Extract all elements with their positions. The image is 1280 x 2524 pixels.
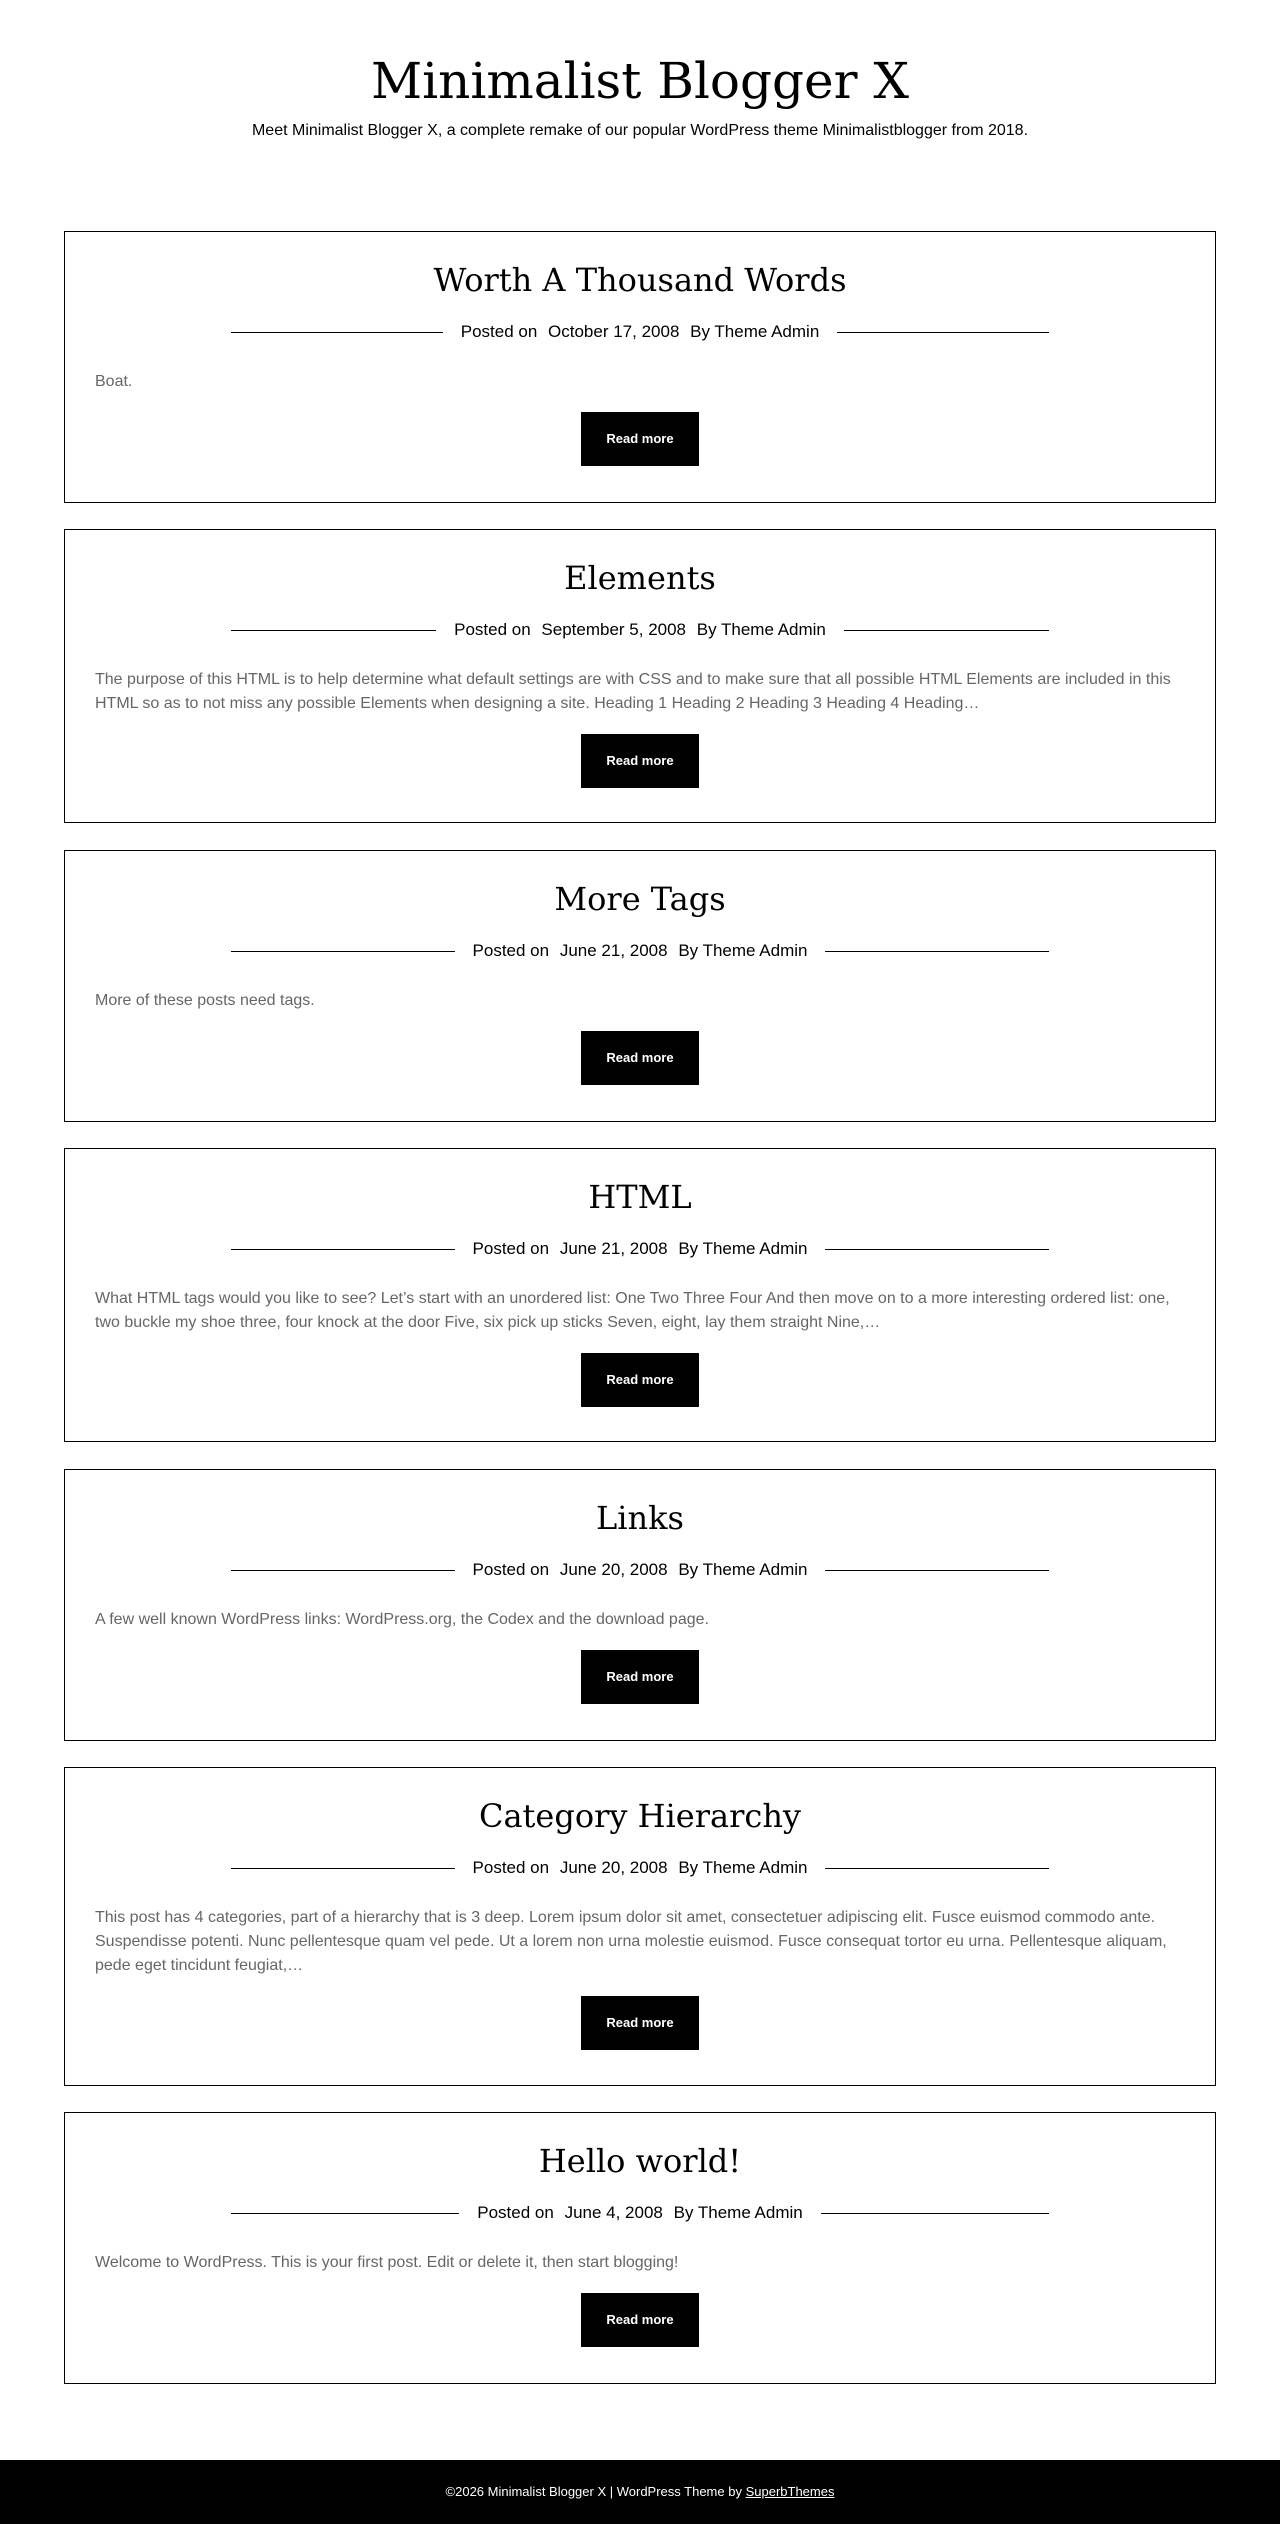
- posted-on-label: Posted on: [460, 322, 538, 341]
- meta-divider: [231, 1249, 455, 1250]
- post-excerpt: The purpose of this HTML is to help determine what default settings are with CSS and to make sure that all possible HTML Elements are included in this HTML so as to not miss any possible Elements when designing a site. Heading 1 Heading 2 Heading 3 Heading 4 Heading…: [95, 671, 1171, 712]
- post-meta: [231, 931, 1049, 971]
- post-excerpt: A few well known WordPress links: WordPress.org, the Codex and the download page.: [95, 1611, 709, 1628]
- site-title[interactable]: Minimalist Blogger X: [370, 52, 910, 110]
- posted-on-label: Posted on: [472, 1560, 550, 1579]
- meta-divider: [825, 1249, 1049, 1250]
- post-excerpt: This post has 4 categories, part of a hierarchy that is 3 deep. Lorem ipsum dolor sit amet, consectetuer adipiscing elit. Fusce euismod commodo ante. Suspendisse potenti. Nunc pellentesque quam vel pede. Ut a lorem non urna molestie euismod. Fusce consequat tortor eu urna. Pellentesque aliquam, pede eget tincidunt feugiat,…: [95, 1909, 1167, 1974]
- post-meta: [231, 610, 1049, 650]
- posted-on-label: Posted on: [477, 2203, 554, 2222]
- post-author[interactable]: By Theme Admin: [678, 1560, 808, 1579]
- post-author[interactable]: By Theme Admin: [678, 941, 808, 960]
- post-title[interactable]: More Tags: [554, 880, 726, 918]
- meta-divider: [231, 2213, 459, 2214]
- post-card: [64, 1148, 1216, 1442]
- read-more-button[interactable]: Read more: [581, 1353, 699, 1407]
- post-title[interactable]: Elements: [564, 559, 716, 597]
- post-card: [64, 850, 1216, 1122]
- post-date[interactable]: June 21, 2008: [559, 941, 668, 960]
- footer-theme-link[interactable]: SuperbThemes: [745, 2484, 835, 2499]
- post-author[interactable]: By Theme Admin: [696, 620, 826, 639]
- read-more-button[interactable]: Read more: [581, 734, 699, 788]
- post-author[interactable]: By Theme Admin: [678, 1858, 808, 1877]
- post-excerpt: Boat.: [95, 373, 133, 390]
- post-meta: [231, 1848, 1049, 1888]
- post-meta: [231, 312, 1049, 352]
- post-date[interactable]: June 21, 2008: [559, 1239, 668, 1258]
- post-date[interactable]: October 17, 2008: [548, 322, 680, 341]
- footer-copyright: ©2026 Minimalist Blogger X | WordPress Theme by: [445, 2484, 746, 2499]
- meta-divider: [844, 630, 1049, 631]
- post-date[interactable]: June 4, 2008: [564, 2203, 663, 2222]
- meta-divider: [231, 332, 443, 333]
- post-date[interactable]: June 20, 2008: [559, 1560, 668, 1579]
- read-more-button[interactable]: Read more: [581, 1031, 699, 1085]
- post-title[interactable]: Worth A Thousand Words: [433, 261, 847, 299]
- post-date[interactable]: September 5, 2008: [541, 620, 687, 639]
- post-card: [64, 1767, 1216, 2086]
- post-date[interactable]: June 20, 2008: [559, 1858, 668, 1877]
- posted-on-label: Posted on: [472, 941, 550, 960]
- meta-divider: [821, 2213, 1049, 2214]
- meta-divider: [837, 332, 1049, 333]
- posted-on-label: Posted on: [472, 1858, 550, 1877]
- read-more-button[interactable]: Read more: [581, 412, 699, 466]
- post-author[interactable]: By Theme Admin: [678, 1239, 808, 1258]
- posted-on-label: Posted on: [454, 620, 531, 639]
- post-author[interactable]: By Theme Admin: [690, 322, 820, 341]
- post-author[interactable]: By Theme Admin: [673, 2203, 803, 2222]
- site-footer: [0, 2460, 1280, 2524]
- meta-divider: [825, 1570, 1049, 1571]
- meta-divider: [825, 951, 1049, 952]
- post-title[interactable]: Category Hierarchy: [478, 1797, 801, 1835]
- post-card: [64, 1469, 1216, 1741]
- post-card: [64, 529, 1216, 823]
- post-meta: [231, 1229, 1049, 1269]
- read-more-button[interactable]: Read more: [581, 1650, 699, 1704]
- post-excerpt: Welcome to WordPress. This is your first post. Edit or delete it, then start blogging!: [95, 2254, 679, 2271]
- post-excerpt: What HTML tags would you like to see? Let’s start with an unordered list: One Two Three Four And then move on to a more interesting ordered list: one, two buckle my shoe three, four knock at the door Five, six pick up sticks Seven, eight, lay them straight Nine,…: [95, 1290, 1170, 1331]
- post-title[interactable]: HTML: [588, 1178, 692, 1216]
- read-more-button[interactable]: Read more: [581, 1996, 699, 2050]
- post-meta: [231, 1550, 1049, 1590]
- site-description: Meet Minimalist Blogger X, a complete remake of our popular WordPress theme Minimalistblogger from 2018.: [251, 122, 1029, 139]
- post-meta: [231, 2193, 1049, 2233]
- post-card: [64, 231, 1216, 503]
- meta-divider: [231, 630, 436, 631]
- site-header: [0, 0, 1280, 184]
- post-title[interactable]: Links: [596, 1499, 684, 1537]
- meta-divider: [231, 1570, 455, 1571]
- post-title[interactable]: Hello world!: [538, 2142, 742, 2180]
- posted-on-label: Posted on: [472, 1239, 550, 1258]
- read-more-button[interactable]: Read more: [581, 2293, 699, 2347]
- meta-divider: [231, 951, 455, 952]
- post-card: [64, 2112, 1216, 2384]
- post-excerpt: More of these posts need tags.: [95, 992, 315, 1009]
- meta-divider: [825, 1868, 1049, 1869]
- meta-divider: [231, 1868, 455, 1869]
